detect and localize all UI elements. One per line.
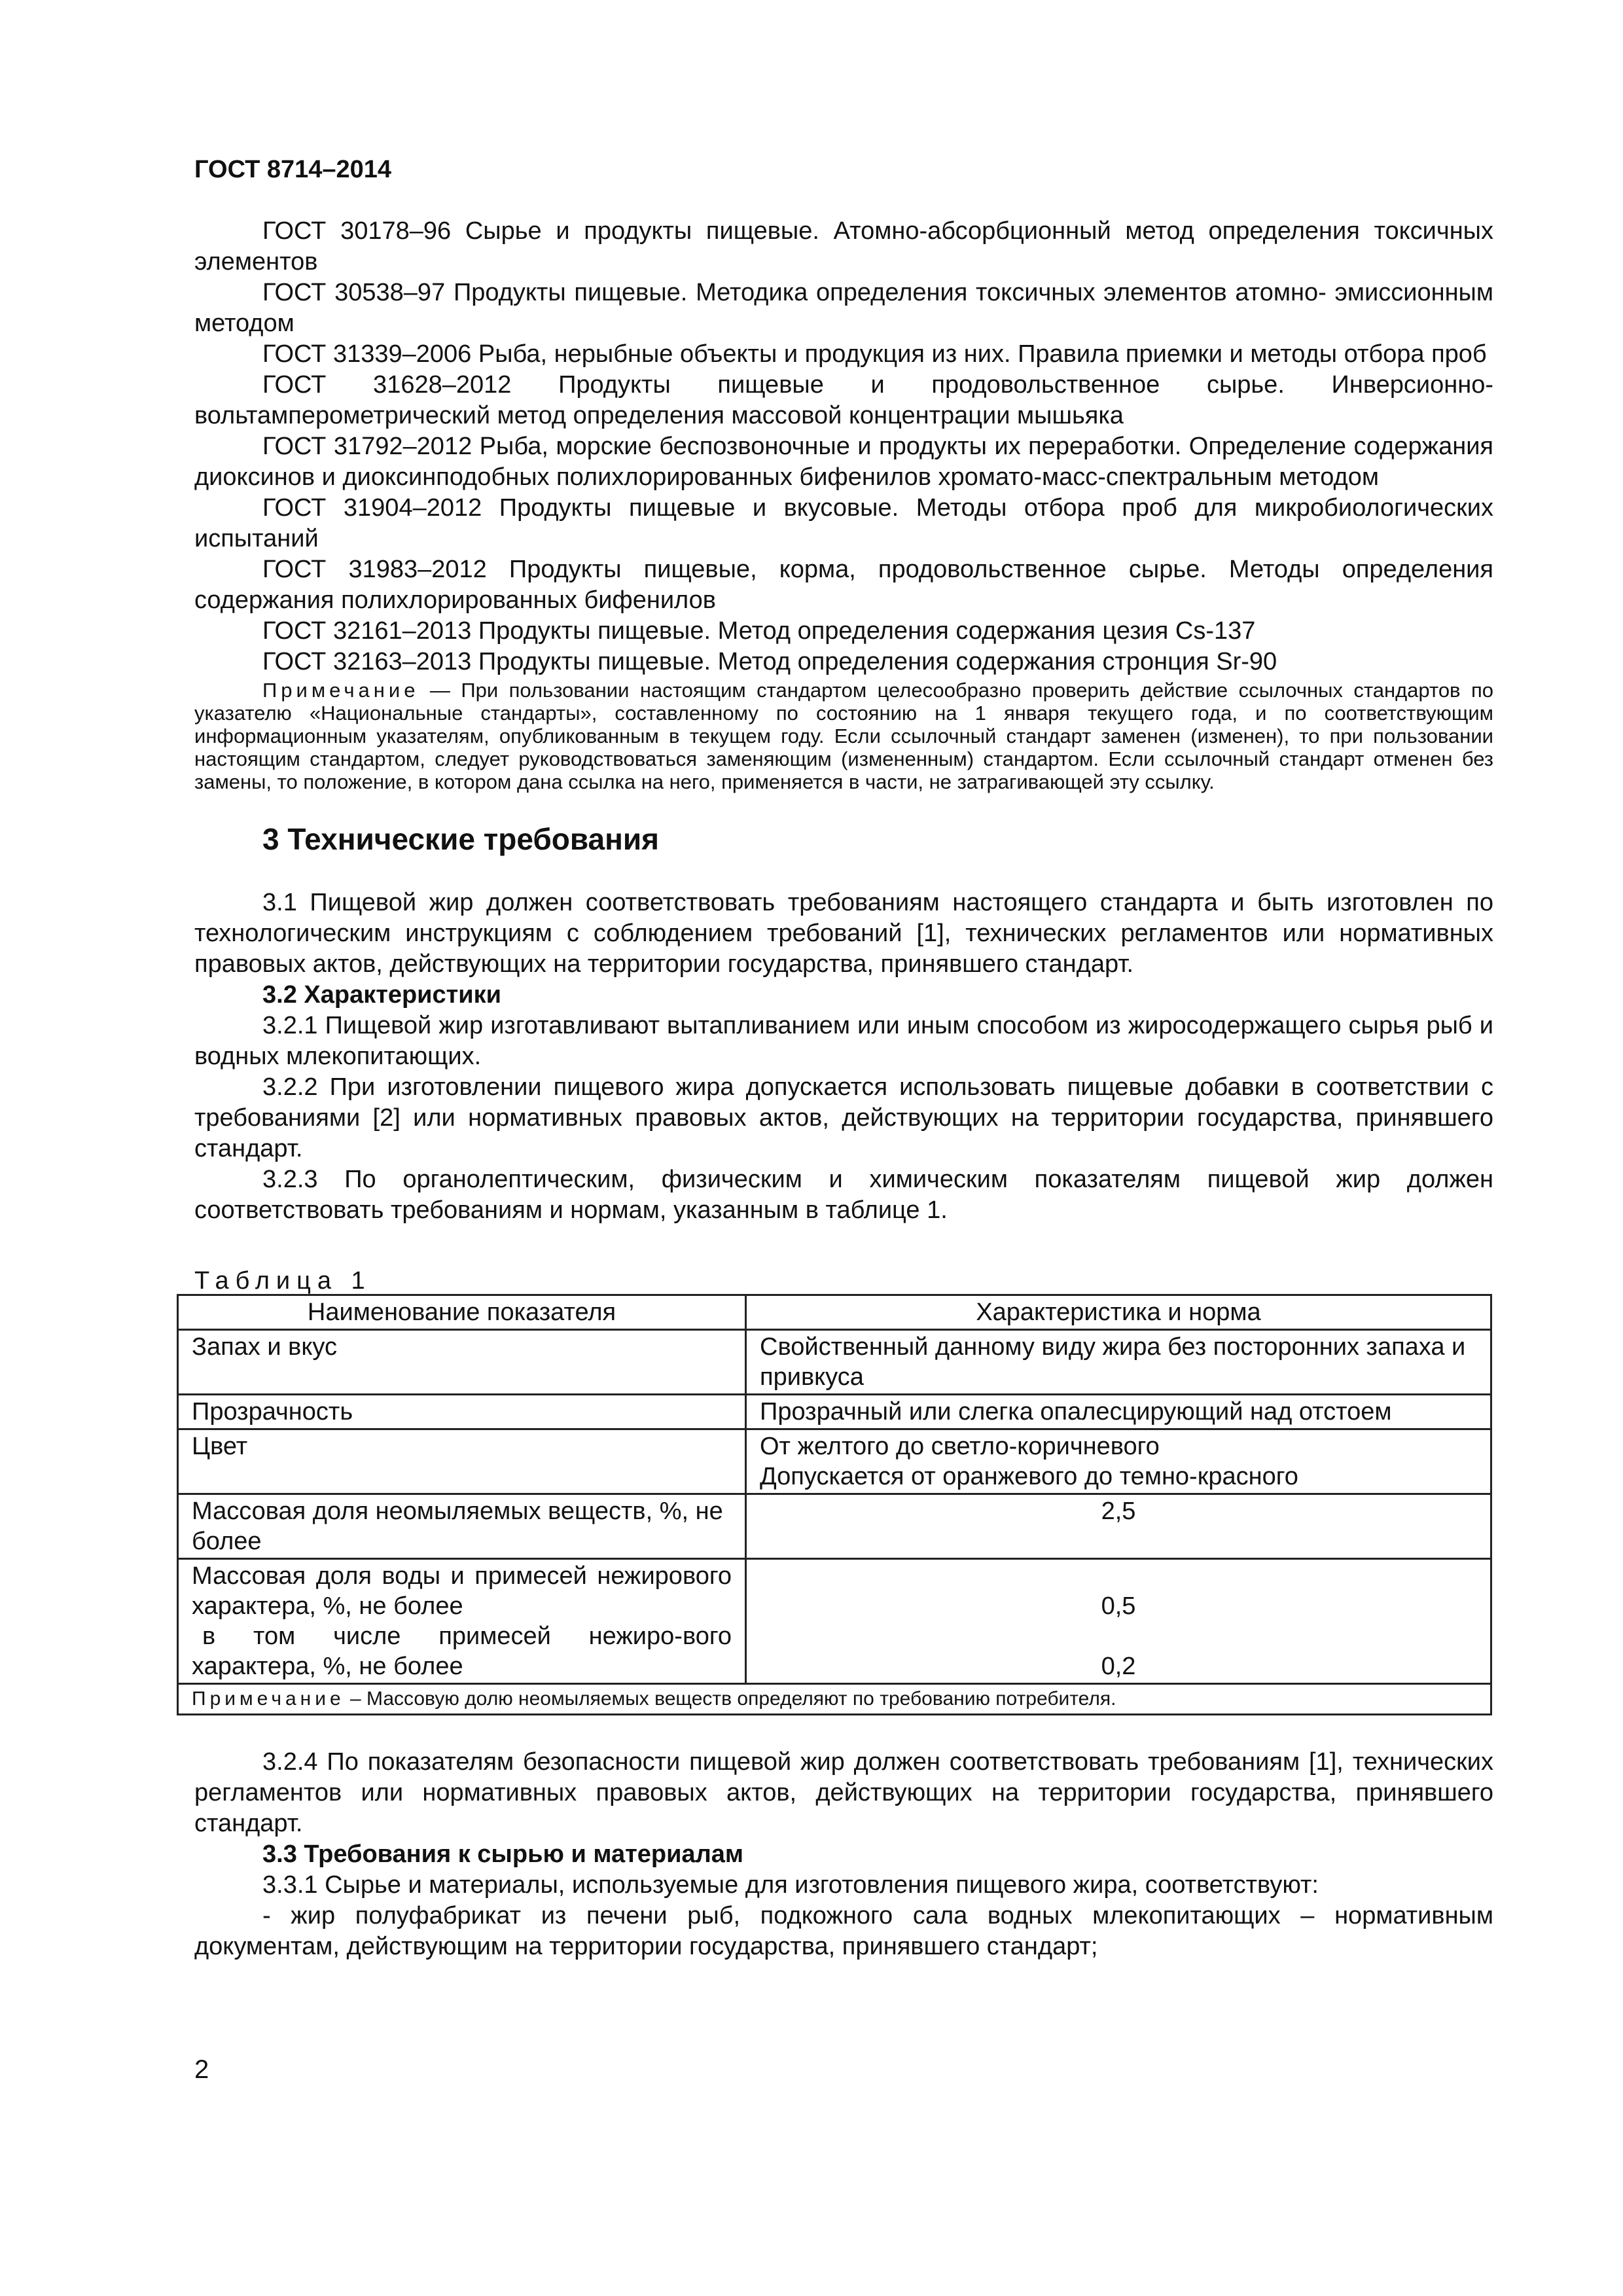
indicator-name: Прозрачность bbox=[178, 1395, 746, 1429]
table-header-row bbox=[178, 1295, 1491, 1330]
table-caption: Таблица 1 bbox=[194, 1267, 372, 1295]
indicator-value-line: 0,5 bbox=[1101, 1592, 1136, 1620]
indicator-value bbox=[746, 1559, 1491, 1684]
indicator-name-line: в том числе примесей нежиро-вого характера, %, не более bbox=[192, 1623, 732, 1680]
reference-item: ГОСТ 31628–2012 Продукты пищевые и продовольственное сырье. Инверсионно- вольтамперометрический метод определения массовой концентрации мышьяка bbox=[194, 371, 1493, 429]
reference-item: ГОСТ 31792–2012 Рыба, морские беспозвоночные и продукты их переработки. Определение содержания диоксинов и диоксинподобных полихлорированных бифенилов хромато-масс-спектральным методом bbox=[194, 433, 1494, 491]
section-title: 3 Технические требования bbox=[262, 822, 659, 856]
paragraph-3-2-1: 3.2.1 Пищевой жир изготавливают вытапливанием или иным способом из жиросодержащего сырья рыб и водных млекопитающих. bbox=[194, 1012, 1493, 1070]
page-number: 2 bbox=[194, 2055, 209, 2084]
note-label: Примечание bbox=[262, 679, 419, 702]
indicator-value-line: 0,2 bbox=[1101, 1653, 1136, 1680]
reference-item: ГОСТ 31904–2012 Продукты пищевые и вкусовые. Методы отбора проб для микробиологических испытаний bbox=[194, 494, 1493, 552]
table-note bbox=[178, 1684, 1491, 1715]
reference-item: ГОСТ 30538–97 Продукты пищевые. Методика определения токсичных элементов атомно- эмиссионным методом bbox=[194, 279, 1493, 337]
indicator-value: 2,5 bbox=[746, 1494, 1491, 1559]
table-row bbox=[178, 1395, 1491, 1429]
subsection-heading-3-2: 3.2 Характеристики bbox=[262, 981, 502, 1009]
note-text: — При пользовании настоящим стандартом целесообразно проверить действие ссылочных стандартов по указателю «Национальные стандарты», составленному по состоянию на 1 января текущего года, и по соответствующим информационным указателям, опубликованным в текущем году. Если ссылочный стандарт заменен (изменен), то при пользовании настоящим стандартом, следует руководствоваться заменяющим (измененным) стандартом. Если ссылочный стандарт отменен без замены, то положение, в котором дана ссылка на него, применяется в части, не затрагивающей эту ссылку. bbox=[194, 679, 1493, 793]
references-note bbox=[194, 679, 1493, 793]
reference-item: ГОСТ 31339–2006 Рыба, нерыбные объекты и продукция из них. Правила приемки и методы отбора проб bbox=[262, 340, 1487, 368]
table-row bbox=[178, 1429, 1491, 1494]
subsection-heading-3-3: 3.3 Требования к сырью и материалам bbox=[262, 1840, 743, 1868]
column-header: Характеристика и норма bbox=[746, 1295, 1491, 1330]
indicator-value: Прозрачный или слегка опалесцирующий над отстоем bbox=[746, 1395, 1491, 1429]
indicator-name bbox=[178, 1559, 746, 1684]
reference-item: ГОСТ 32161–2013 Продукты пищевые. Метод определения содержания цезия Cs-137 bbox=[262, 617, 1256, 645]
note-text: – Массовую долю неомыляемых веществ определяют по требованию потребителя. bbox=[344, 1688, 1116, 1710]
column-header: Наименование показателя bbox=[178, 1295, 746, 1330]
table-row bbox=[178, 1494, 1491, 1559]
document-header: ГОСТ 8714–2014 bbox=[194, 156, 392, 183]
indicator-name: Массовая доля неомыляемых веществ, %, не более bbox=[178, 1494, 746, 1559]
paragraph-3-2-3: 3.2.3 По органолептическим, физическим и химическим показателям пищевой жир должен соответствовать требованиям и нормам, указанным в таблице 1. bbox=[194, 1166, 1493, 1224]
paragraph-3-2-4: 3.2.4 По показателям безопасности пищевой жир должен соответствовать требованиям [1], технических регламентов или нормативных правовых актов, действующих на территории государства, принявшего стандарт. bbox=[194, 1748, 1493, 1837]
normative-references bbox=[194, 216, 1493, 793]
indicator-name: Запах и вкус bbox=[178, 1330, 746, 1395]
indicator-value-line: Допускается от оранжевого до темно-красного bbox=[760, 1463, 1298, 1490]
characteristics-table bbox=[177, 1294, 1492, 1715]
table-row bbox=[178, 1330, 1491, 1395]
paragraph-3-3-1: 3.3.1 Сырье и материалы, используемые для изготовления пищевого жира, соответствуют: bbox=[262, 1871, 1319, 1899]
indicator-value bbox=[746, 1429, 1491, 1494]
document-body bbox=[194, 216, 1493, 1962]
note-label: Примечание bbox=[192, 1688, 345, 1710]
indicator-name-line: Массовая доля воды и примесей нежирового характера, %, не более bbox=[192, 1562, 732, 1620]
reference-item: ГОСТ 32163–2013 Продукты пищевые. Метод определения содержания стронция Sr-90 bbox=[262, 648, 1277, 675]
after-table-section bbox=[194, 1747, 1493, 1962]
indicator-name: Цвет bbox=[178, 1429, 746, 1494]
list-item: - жир полуфабрикат из печени рыб, подкожного сала водных млекопитающих – нормативным документам, действующим на территории государства, принявшего стандарт; bbox=[194, 1902, 1493, 1960]
indicator-value: Свойственный данному виду жира без посторонних запаха и привкуса bbox=[746, 1330, 1491, 1395]
indicator-value-line: От желтого до светло-коричневого bbox=[760, 1433, 1160, 1460]
reference-item: ГОСТ 30178–96 Сырье и продукты пищевые. Атомно-абсорбционный метод определения токсичных элементов bbox=[194, 217, 1493, 276]
table-note-row bbox=[178, 1684, 1491, 1715]
reference-item: ГОСТ 31983–2012 Продукты пищевые, корма, продовольственное сырье. Методы определения содержания полихлорированных бифенилов bbox=[194, 556, 1493, 614]
paragraph-3-1: 3.1 Пищевой жир должен соответствовать требованиям настоящего стандарта и быть изготовлен по технологическим инструкциям с соблюдением требований [1], технических регламентов или нормативных правовых актов, действующих на территории государства, принявшего стандарт. bbox=[194, 889, 1493, 978]
table-row bbox=[178, 1559, 1491, 1684]
paragraph-3-2-2: 3.2.2 При изготовлении пищевого жира допускается использовать пищевые добавки в соответствии с требованиями [2] или нормативных правовых актов, действующих на территории государства, принявшего стандарт. bbox=[194, 1073, 1493, 1162]
